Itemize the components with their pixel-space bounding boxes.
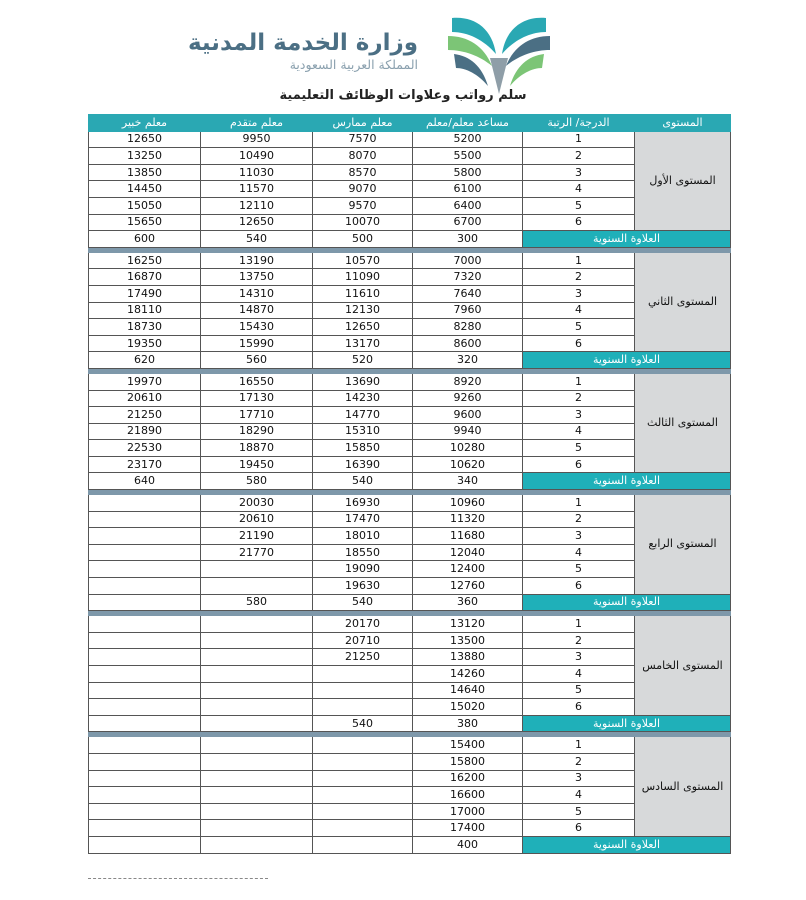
salary-cell: 9570 (313, 197, 413, 214)
grade-cell: 5 (523, 197, 635, 214)
salary-cell (89, 787, 201, 804)
table-row (89, 649, 731, 666)
salary-cell: 12650 (313, 319, 413, 336)
col-header-level: المستوى (635, 115, 731, 132)
salary-cell: 19090 (313, 561, 413, 578)
salary-cell (201, 699, 313, 716)
bottom-rule (88, 878, 268, 879)
salary-cell: 18290 (201, 423, 313, 440)
allowance-row (89, 231, 731, 248)
salary-cell: 7570 (313, 131, 413, 148)
salary-cell: 15020 (413, 699, 523, 716)
salary-cell (89, 495, 201, 512)
salary-cell: 10570 (313, 252, 413, 269)
table-row (89, 682, 731, 699)
salary-cell (89, 561, 201, 578)
allowance-label: العلاوة السنوية (523, 473, 731, 490)
salary-cell: 12400 (413, 561, 523, 578)
allowance-cell: 540 (313, 594, 413, 611)
grade-cell: 5 (523, 803, 635, 820)
header-row (89, 115, 731, 132)
allowance-row (89, 594, 731, 611)
table-row (89, 578, 731, 595)
table-row (89, 699, 731, 716)
allowance-cell (201, 836, 313, 853)
salary-cell: 16200 (413, 770, 523, 787)
salary-cell: 12760 (413, 578, 523, 595)
level-name: المستوى الرابع (635, 495, 731, 595)
level-name: المستوى الثاني (635, 252, 731, 352)
salary-cell: 12130 (313, 302, 413, 319)
grade-cell: 1 (523, 131, 635, 148)
ministry-name-block (188, 30, 418, 72)
salary-cell: 16550 (201, 373, 313, 390)
level-name: المستوى الخامس (635, 616, 731, 716)
grade-cell: 4 (523, 181, 635, 198)
salary-cell: 11570 (201, 181, 313, 198)
salary-cell: 20610 (89, 390, 201, 407)
salary-cell: 20710 (313, 632, 413, 649)
salary-cell (313, 682, 413, 699)
grade-cell: 4 (523, 787, 635, 804)
grade-cell: 5 (523, 561, 635, 578)
allowance-cell: 360 (413, 594, 523, 611)
salary-cell: 15650 (89, 214, 201, 231)
table-row (89, 820, 731, 837)
salary-cell: 14260 (413, 666, 523, 683)
salary-cell (313, 737, 413, 754)
table-row (89, 456, 731, 473)
allowance-cell: 600 (89, 231, 201, 248)
salary-cell: 8280 (413, 319, 523, 336)
salary-cell: 20030 (201, 495, 313, 512)
allowance-cell: 540 (313, 715, 413, 732)
grade-cell: 3 (523, 407, 635, 424)
table-row (89, 390, 731, 407)
table-title: سلم رواتب وعلاوات الوظائف التعليمية (279, 88, 527, 103)
salary-cell (313, 753, 413, 770)
salary-cell (313, 770, 413, 787)
table-row (89, 319, 731, 336)
allowance-cell (313, 836, 413, 853)
salary-cell (89, 632, 201, 649)
salary-cell: 15400 (413, 737, 523, 754)
salary-cell: 14310 (201, 285, 313, 302)
level-name: المستوى الأول (635, 131, 731, 231)
allowance-row (89, 473, 731, 490)
salary-cell: 14770 (313, 407, 413, 424)
salary-cell: 13750 (201, 269, 313, 286)
salary-cell: 8600 (413, 335, 523, 352)
allowance-cell (89, 715, 201, 732)
col-header-expert: معلم خبير (89, 115, 201, 132)
salary-cell: 20170 (313, 616, 413, 633)
salary-cell: 19350 (89, 335, 201, 352)
table-row (89, 753, 731, 770)
salary-cell (201, 753, 313, 770)
salary-cell (89, 544, 201, 561)
salary-cell: 17470 (313, 511, 413, 528)
grade-cell: 2 (523, 390, 635, 407)
allowance-cell (89, 594, 201, 611)
salary-cell (89, 528, 201, 545)
salary-cell: 13170 (313, 335, 413, 352)
salary-cell (201, 737, 313, 754)
salary-cell: 11610 (313, 285, 413, 302)
salary-cell: 7960 (413, 302, 523, 319)
salary-cell (89, 803, 201, 820)
grade-cell: 6 (523, 820, 635, 837)
salary-cell: 15430 (201, 319, 313, 336)
salary-cell: 16930 (313, 495, 413, 512)
allowance-cell: 300 (413, 231, 523, 248)
table-row (89, 561, 731, 578)
allowance-cell: 400 (413, 836, 523, 853)
grade-cell: 1 (523, 495, 635, 512)
salary-cell (89, 511, 201, 528)
table-row (89, 335, 731, 352)
salary-cell: 15850 (313, 440, 413, 457)
table-row (89, 632, 731, 649)
salary-cell: 11320 (413, 511, 523, 528)
table-row (89, 616, 731, 633)
table-row (89, 511, 731, 528)
salary-cell: 21190 (201, 528, 313, 545)
grade-cell: 3 (523, 285, 635, 302)
table-row (89, 407, 731, 424)
grade-cell: 2 (523, 632, 635, 649)
allowance-cell: 520 (313, 352, 413, 369)
col-header-advanced: معلم متقدم (201, 115, 313, 132)
allowance-row (89, 715, 731, 732)
table-row (89, 285, 731, 302)
allowance-label: العلاوة السنوية (523, 836, 731, 853)
table-row (89, 302, 731, 319)
salary-cell: 17400 (413, 820, 523, 837)
allowance-cell: 620 (89, 352, 201, 369)
salary-cell (201, 770, 313, 787)
salary-cell (201, 803, 313, 820)
allowance-row (89, 836, 731, 853)
salary-cell (89, 649, 201, 666)
salary-cell: 11090 (313, 269, 413, 286)
salary-cell: 17710 (201, 407, 313, 424)
salary-cell: 23170 (89, 456, 201, 473)
salary-cell: 5200 (413, 131, 523, 148)
salary-cell: 13120 (413, 616, 523, 633)
salary-cell: 21890 (89, 423, 201, 440)
table-row (89, 737, 731, 754)
ministry-name: وزارة الخدمة المدنية (187, 30, 418, 56)
salary-cell: 9070 (313, 181, 413, 198)
salary-cell: 9600 (413, 407, 523, 424)
salary-cell: 5800 (413, 164, 523, 181)
grade-cell: 3 (523, 649, 635, 666)
salary-cell: 13850 (89, 164, 201, 181)
grade-cell: 6 (523, 578, 635, 595)
allowance-cell: 540 (313, 473, 413, 490)
grade-cell: 1 (523, 252, 635, 269)
grade-cell: 6 (523, 335, 635, 352)
salary-cell: 14870 (201, 302, 313, 319)
salary-cell: 12650 (201, 214, 313, 231)
salary-cell: 14230 (313, 390, 413, 407)
salary-cell (89, 666, 201, 683)
salary-cell: 13250 (89, 148, 201, 165)
salary-cell: 16250 (89, 252, 201, 269)
salary-cell: 21250 (313, 649, 413, 666)
salary-scale-table (88, 114, 731, 854)
salary-cell: 5500 (413, 148, 523, 165)
allowance-cell (89, 836, 201, 853)
table-row (89, 252, 731, 269)
table-row (89, 440, 731, 457)
table-row (89, 666, 731, 683)
salary-cell (89, 699, 201, 716)
table-row (89, 787, 731, 804)
table-row (89, 495, 731, 512)
salary-cell (201, 820, 313, 837)
salary-cell (89, 682, 201, 699)
table-row (89, 214, 731, 231)
salary-cell (201, 666, 313, 683)
allowance-cell: 640 (89, 473, 201, 490)
table-row (89, 803, 731, 820)
col-header-practitioner: معلم ممارس (313, 115, 413, 132)
salary-cell: 15050 (89, 197, 201, 214)
grade-cell: 2 (523, 511, 635, 528)
salary-cell: 18010 (313, 528, 413, 545)
table-row (89, 544, 731, 561)
table-row (89, 269, 731, 286)
allowance-cell: 320 (413, 352, 523, 369)
salary-cell: 7320 (413, 269, 523, 286)
salary-cell (201, 632, 313, 649)
country-name: المملكة العربية السعودية (289, 57, 418, 72)
allowance-cell: 580 (201, 473, 313, 490)
salary-cell: 15990 (201, 335, 313, 352)
salary-cell: 7640 (413, 285, 523, 302)
grade-cell: 6 (523, 214, 635, 231)
allowance-label: العلاوة السنوية (523, 231, 731, 248)
salary-cell: 8070 (313, 148, 413, 165)
allowance-cell (201, 715, 313, 732)
grade-cell: 5 (523, 682, 635, 699)
allowance-row (89, 352, 731, 369)
salary-cell: 18870 (201, 440, 313, 457)
salary-cell: 17490 (89, 285, 201, 302)
salary-cell: 19450 (201, 456, 313, 473)
salary-cell: 7000 (413, 252, 523, 269)
salary-cell: 19970 (89, 373, 201, 390)
salary-cell (201, 787, 313, 804)
salary-cell: 8920 (413, 373, 523, 390)
table-row (89, 770, 731, 787)
table-row (89, 528, 731, 545)
salary-cell (201, 616, 313, 633)
salary-cell: 10490 (201, 148, 313, 165)
salary-cell (313, 699, 413, 716)
salary-cell: 16390 (313, 456, 413, 473)
salary-cell: 6700 (413, 214, 523, 231)
salary-cell: 15310 (313, 423, 413, 440)
grade-cell: 4 (523, 423, 635, 440)
salary-cell: 12650 (89, 131, 201, 148)
allowance-label: العلاوة السنوية (523, 352, 731, 369)
allowance-cell: 580 (201, 594, 313, 611)
ministry-logo-icon (444, 14, 554, 96)
grade-cell: 2 (523, 148, 635, 165)
salary-cell: 18730 (89, 319, 201, 336)
grade-cell: 2 (523, 753, 635, 770)
salary-cell: 10280 (413, 440, 523, 457)
table-row (89, 373, 731, 390)
grade-cell: 4 (523, 302, 635, 319)
salary-cell: 6400 (413, 197, 523, 214)
grade-cell: 6 (523, 699, 635, 716)
salary-cell (89, 737, 201, 754)
allowance-cell: 500 (313, 231, 413, 248)
salary-cell: 14450 (89, 181, 201, 198)
allowance-cell: 540 (201, 231, 313, 248)
salary-cell: 10620 (413, 456, 523, 473)
col-header-assistant-teacher: مساعد معلم/معلم (413, 115, 523, 132)
level-name: المستوى السادس (635, 737, 731, 837)
allowance-cell: 340 (413, 473, 523, 490)
table-row (89, 148, 731, 165)
table-row (89, 164, 731, 181)
allowance-label: العلاوة السنوية (523, 594, 731, 611)
level-name: المستوى الثالث (635, 373, 731, 473)
grade-cell: 5 (523, 440, 635, 457)
salary-cell: 18110 (89, 302, 201, 319)
salary-cell: 22530 (89, 440, 201, 457)
salary-cell: 9940 (413, 423, 523, 440)
allowance-label: العلاوة السنوية (523, 715, 731, 732)
table-row (89, 181, 731, 198)
salary-cell (201, 649, 313, 666)
grade-cell: 2 (523, 269, 635, 286)
grade-cell: 5 (523, 319, 635, 336)
grade-cell: 4 (523, 666, 635, 683)
grade-cell: 3 (523, 528, 635, 545)
salary-cell (89, 820, 201, 837)
salary-cell (313, 803, 413, 820)
salary-cell: 9260 (413, 390, 523, 407)
salary-cell: 21250 (89, 407, 201, 424)
col-header-grade: الدرجة/ الرتبة (523, 115, 635, 132)
table-row (89, 131, 731, 148)
salary-cell: 10960 (413, 495, 523, 512)
salary-cell: 11680 (413, 528, 523, 545)
grade-cell: 4 (523, 544, 635, 561)
page-header (0, 8, 806, 88)
salary-cell (201, 682, 313, 699)
salary-cell: 13500 (413, 632, 523, 649)
table-row (89, 197, 731, 214)
salary-cell: 16870 (89, 269, 201, 286)
grade-cell: 6 (523, 456, 635, 473)
salary-cell: 13880 (413, 649, 523, 666)
salary-cell: 16600 (413, 787, 523, 804)
grade-cell: 1 (523, 616, 635, 633)
salary-cell (89, 616, 201, 633)
salary-cell: 17000 (413, 803, 523, 820)
salary-cell (313, 666, 413, 683)
salary-cell: 11030 (201, 164, 313, 181)
table-row (89, 423, 731, 440)
allowance-cell: 560 (201, 352, 313, 369)
salary-cell (313, 820, 413, 837)
salary-cell (201, 561, 313, 578)
allowance-cell: 380 (413, 715, 523, 732)
salary-cell: 12040 (413, 544, 523, 561)
salary-cell: 8570 (313, 164, 413, 181)
salary-cell: 21770 (201, 544, 313, 561)
salary-cell (313, 787, 413, 804)
salary-cell: 19630 (313, 578, 413, 595)
salary-cell: 17130 (201, 390, 313, 407)
salary-cell: 12110 (201, 197, 313, 214)
salary-cell: 13690 (313, 373, 413, 390)
salary-cell (201, 578, 313, 595)
grade-cell: 1 (523, 373, 635, 390)
grade-cell: 1 (523, 737, 635, 754)
salary-cell: 20610 (201, 511, 313, 528)
salary-cell (89, 770, 201, 787)
salary-cell (89, 753, 201, 770)
salary-cell: 14640 (413, 682, 523, 699)
salary-cell: 18550 (313, 544, 413, 561)
grade-cell: 3 (523, 164, 635, 181)
grade-cell: 3 (523, 770, 635, 787)
salary-cell: 6100 (413, 181, 523, 198)
salary-cell: 15800 (413, 753, 523, 770)
salary-cell: 13190 (201, 252, 313, 269)
salary-cell: 9950 (201, 131, 313, 148)
salary-cell (89, 578, 201, 595)
salary-cell: 10070 (313, 214, 413, 231)
